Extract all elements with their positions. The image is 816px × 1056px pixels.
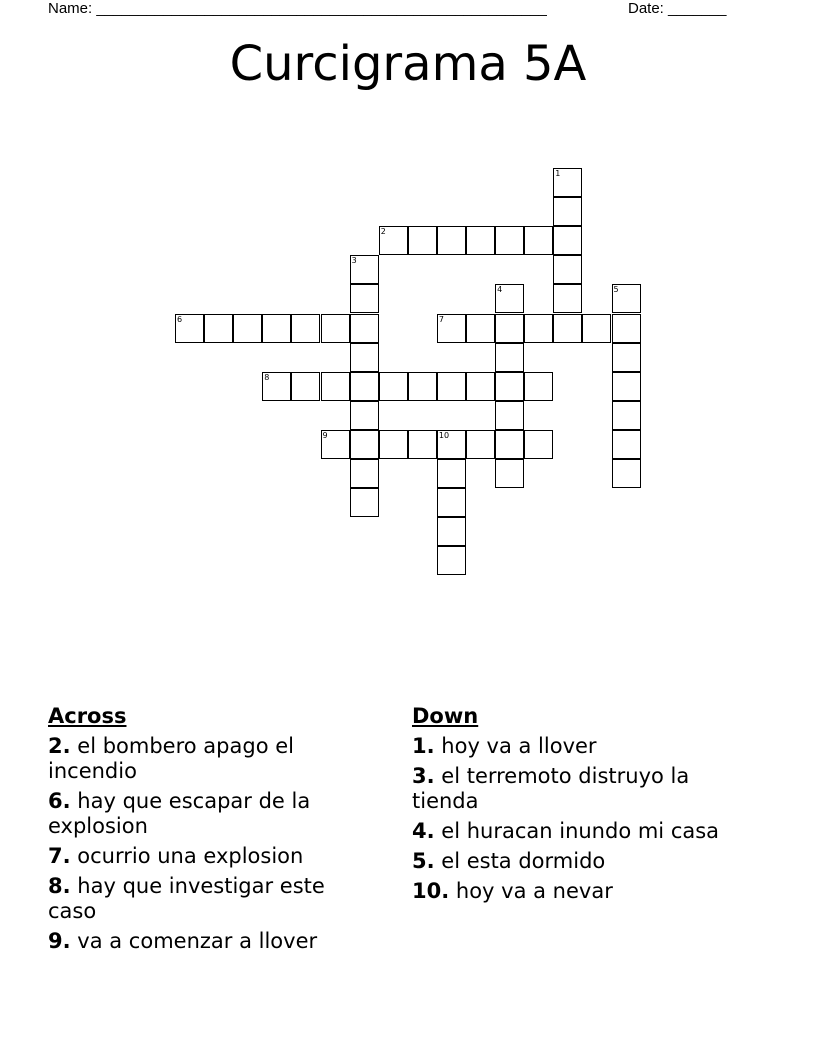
crossword-cell[interactable] <box>553 226 582 255</box>
cell-number: 4 <box>497 285 503 295</box>
clue-number: 7. <box>48 844 71 868</box>
clue-across <box>48 734 368 784</box>
crossword-cell[interactable] <box>350 255 379 284</box>
cell-number: 8 <box>264 372 270 382</box>
cell-number: 7 <box>438 314 444 324</box>
crossword-cell[interactable] <box>437 488 466 517</box>
crossword-cell[interactable] <box>612 284 641 313</box>
clue-number: 10. <box>412 879 450 903</box>
clue-number: 8. <box>48 874 71 898</box>
crossword-cell[interactable] <box>262 372 291 401</box>
crossword-cell[interactable] <box>495 401 524 430</box>
cell-number: 9 <box>322 430 328 440</box>
clue-across <box>48 874 368 924</box>
clue-across <box>48 844 368 869</box>
crossword-cell[interactable] <box>350 343 379 372</box>
clue-number: 6. <box>48 789 71 813</box>
clue-down <box>412 819 762 844</box>
crossword-cell[interactable] <box>553 314 582 343</box>
cell-number: 1 <box>555 169 561 178</box>
crossword-cell[interactable] <box>495 284 524 313</box>
crossword-cell[interactable] <box>612 430 641 459</box>
clue-down <box>412 849 762 874</box>
crossword-cell[interactable] <box>408 372 437 401</box>
crossword-cell[interactable] <box>321 314 350 343</box>
crossword-cell[interactable] <box>350 401 379 430</box>
crossword-cell[interactable] <box>437 372 466 401</box>
clue-across <box>48 929 368 954</box>
crossword-cell[interactable] <box>524 314 553 343</box>
crossword-cell[interactable] <box>612 372 641 401</box>
clue-number: 4. <box>412 819 435 843</box>
down-clues <box>412 703 762 909</box>
clue-text: ocurrio una explosion <box>77 844 304 868</box>
crossword-cell[interactable] <box>408 226 437 255</box>
crossword-cell[interactable] <box>495 459 524 488</box>
clue-number: 3. <box>412 764 435 788</box>
crossword-cell[interactable] <box>437 226 466 255</box>
crossword-cell[interactable] <box>379 226 408 255</box>
crossword-cell[interactable] <box>466 314 495 343</box>
crossword-cell[interactable] <box>350 459 379 488</box>
crossword-cell[interactable] <box>350 430 379 459</box>
crossword-cell[interactable] <box>379 430 408 459</box>
crossword-cell[interactable] <box>612 459 641 488</box>
crossword-cell[interactable] <box>291 372 320 401</box>
crossword-cell[interactable] <box>495 430 524 459</box>
crossword-cell[interactable] <box>612 343 641 372</box>
cell-number: 5 <box>613 285 619 295</box>
down-heading: Down <box>412 704 479 728</box>
clue-text: el huracan inundo mi casa <box>441 819 720 843</box>
crossword-cell[interactable] <box>262 314 291 343</box>
clue-down <box>412 879 762 904</box>
across-heading: Across <box>48 704 127 728</box>
clue-number: 2. <box>48 734 71 758</box>
crossword-cell[interactable] <box>466 372 495 401</box>
clue-down <box>412 734 762 759</box>
crossword-cell[interactable] <box>612 314 641 343</box>
clue-number: 9. <box>48 929 71 953</box>
crossword-cell[interactable] <box>495 226 524 255</box>
worksheet-header <box>48 0 748 20</box>
cell-number: 3 <box>351 256 357 266</box>
clue-text: el esta dormido <box>441 849 606 873</box>
clue-text: el terremoto distruyo la tienda <box>412 764 690 813</box>
crossword-cell[interactable] <box>553 255 582 284</box>
crossword-cell[interactable] <box>524 372 553 401</box>
crossword-cell[interactable] <box>350 284 379 313</box>
crossword-cell[interactable] <box>350 314 379 343</box>
clue-text: el bombero apago el incendio <box>48 734 294 783</box>
clue-text: hay que investigar este caso <box>48 874 325 923</box>
crossword-cell[interactable] <box>553 197 582 226</box>
crossword-cell[interactable] <box>437 430 466 459</box>
crossword-cell[interactable] <box>321 430 350 459</box>
crossword-cell[interactable] <box>495 314 524 343</box>
crossword-cell[interactable] <box>233 314 262 343</box>
name-field-label: Name: ______________________________________________________ <box>48 0 547 17</box>
across-clues <box>48 703 368 959</box>
clue-number: 5. <box>412 849 435 873</box>
crossword-cell[interactable] <box>612 401 641 430</box>
crossword-cell[interactable] <box>437 314 466 343</box>
crossword-cell[interactable] <box>204 314 233 343</box>
crossword-cell[interactable] <box>379 372 408 401</box>
crossword-cell[interactable] <box>582 314 611 343</box>
crossword-cell[interactable] <box>553 284 582 313</box>
clue-across <box>48 789 368 839</box>
cell-number: 6 <box>177 314 183 324</box>
page-title: Curcigrama 5A <box>229 36 587 92</box>
crossword-cell[interactable] <box>495 343 524 372</box>
crossword-cell[interactable] <box>408 430 437 459</box>
clue-down <box>412 764 762 814</box>
crossword-cell[interactable] <box>466 226 495 255</box>
crossword-cell[interactable] <box>350 488 379 517</box>
crossword-cell[interactable] <box>291 314 320 343</box>
crossword-cell[interactable] <box>437 546 466 575</box>
crossword-cell[interactable] <box>524 226 553 255</box>
crossword-cell[interactable] <box>175 314 204 343</box>
cell-number: 2 <box>380 227 386 237</box>
crossword-cell[interactable] <box>437 517 466 546</box>
crossword-cell[interactable] <box>321 372 350 401</box>
clue-text: hay que escapar de la explosion <box>48 789 311 838</box>
crossword-cell[interactable] <box>466 430 495 459</box>
crossword-cell[interactable] <box>524 430 553 459</box>
crossword-cell[interactable] <box>350 372 379 401</box>
crossword-cell[interactable] <box>495 372 524 401</box>
clue-text: hoy va a llover <box>441 734 597 758</box>
clue-text: hoy va a nevar <box>455 879 613 903</box>
cell-number: 10 <box>438 430 450 440</box>
clue-text: va a comenzar a llover <box>77 929 318 953</box>
crossword-cell[interactable] <box>437 459 466 488</box>
crossword-cell[interactable] <box>553 168 582 197</box>
clue-number: 1. <box>412 734 435 758</box>
date-field-label: Date: _______ <box>628 0 727 17</box>
